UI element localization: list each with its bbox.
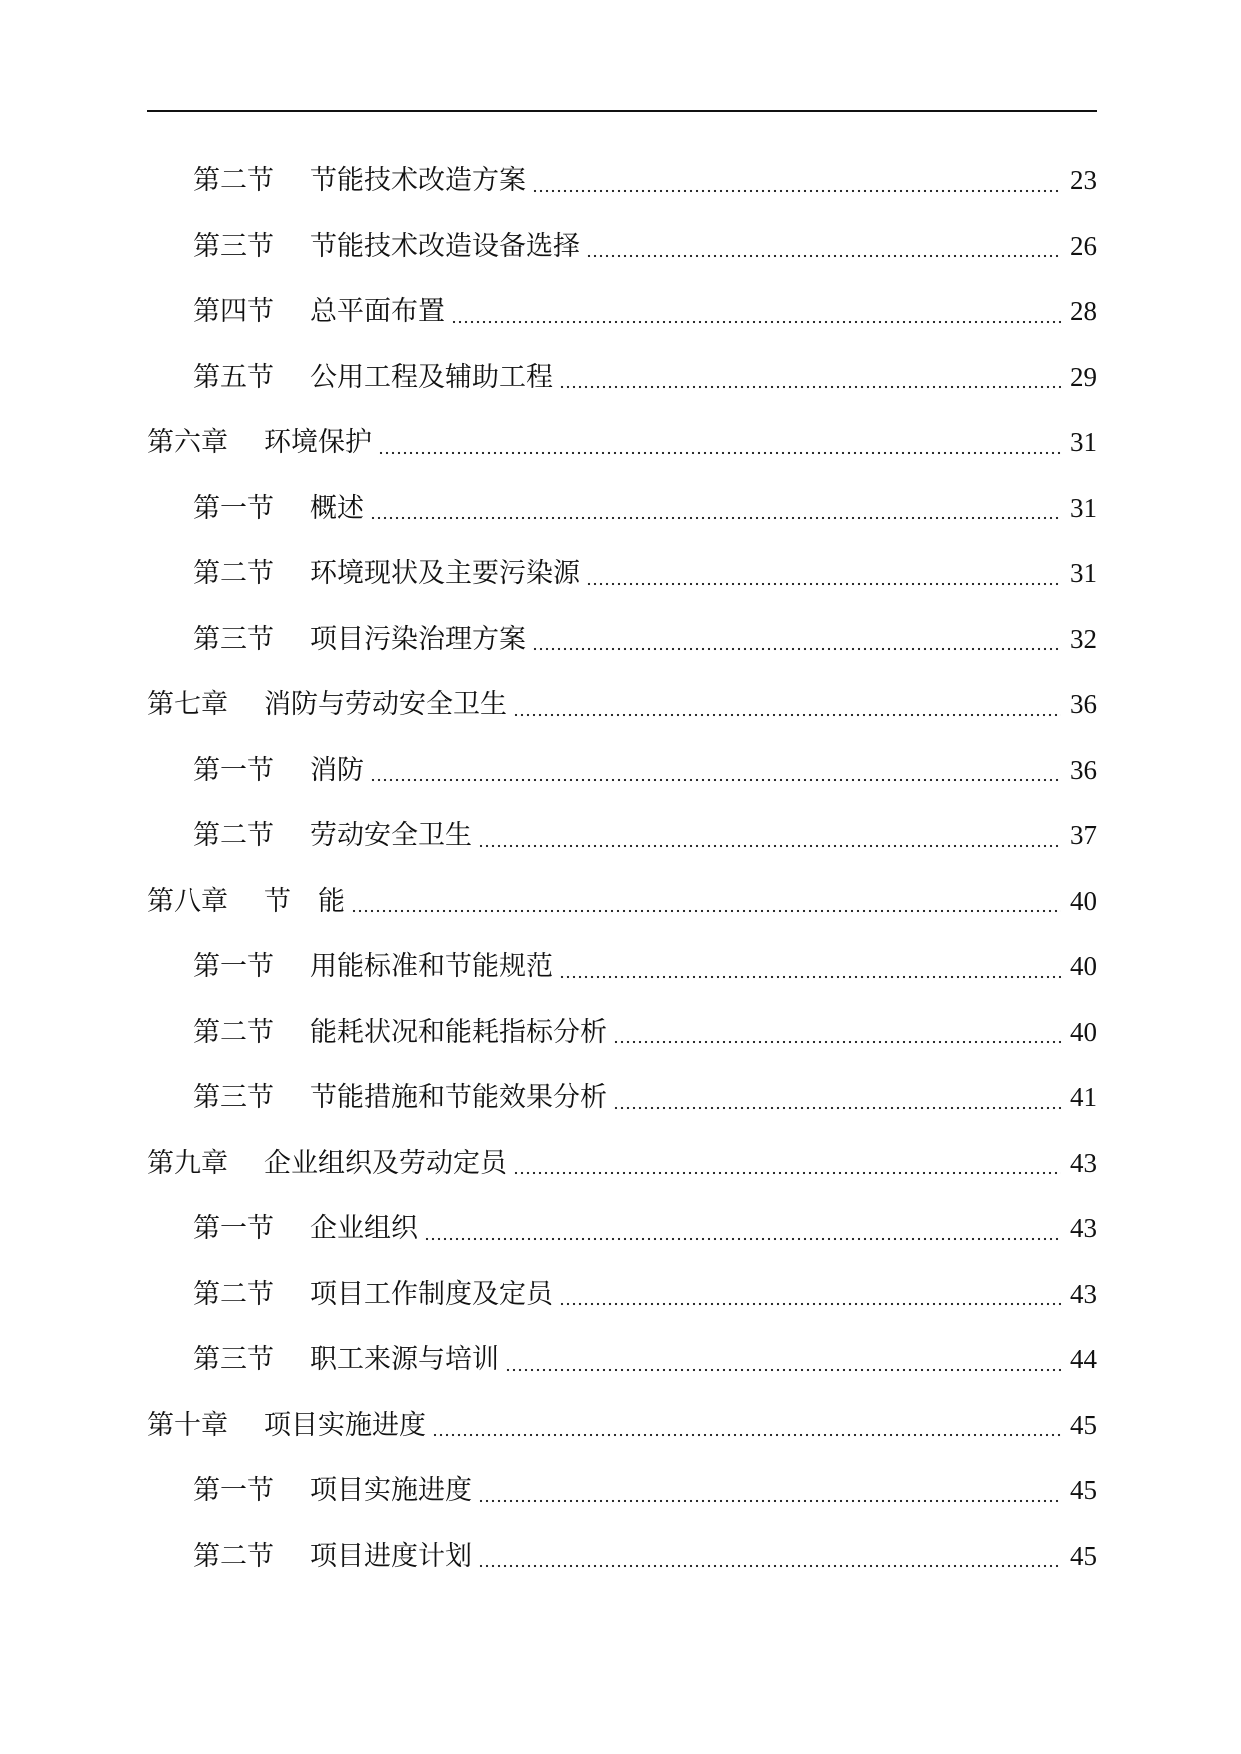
dot-leader bbox=[559, 369, 1061, 389]
toc-page-number: 43 bbox=[1070, 1213, 1097, 1244]
toc-page-number: 31 bbox=[1070, 492, 1097, 523]
toc-page-number: 40 bbox=[1070, 1016, 1097, 1047]
toc-page-number: 40 bbox=[1070, 885, 1097, 916]
toc-page-number: 43 bbox=[1070, 1278, 1097, 1309]
toc-entry-number: 第一节 bbox=[193, 1475, 274, 1507]
toc-section-entry[interactable] bbox=[0, 607, 1241, 673]
toc-entry-number: 第三节 bbox=[193, 1344, 274, 1376]
toc-entry-number: 第六章 bbox=[147, 427, 228, 459]
toc-entry-title: 节 能 bbox=[264, 885, 345, 917]
toc-section-entry[interactable] bbox=[0, 1065, 1241, 1131]
toc-entry-title: 企业组织 bbox=[310, 1213, 418, 1245]
toc-entry-number: 第二节 bbox=[193, 1278, 274, 1310]
toc-page-number: 26 bbox=[1070, 230, 1097, 261]
header-rule bbox=[147, 110, 1097, 112]
toc-section-entry[interactable] bbox=[0, 279, 1241, 345]
toc-chapter-entry[interactable] bbox=[0, 672, 1241, 738]
toc-page-number: 23 bbox=[1070, 165, 1097, 196]
dot-leader bbox=[532, 631, 1061, 651]
toc-entry-title: 消防与劳动安全卫生 bbox=[264, 689, 507, 721]
dot-leader bbox=[378, 435, 1061, 455]
toc-entry-number: 第二节 bbox=[193, 1540, 274, 1572]
toc-entry-title: 环境现状及主要污染源 bbox=[310, 558, 580, 590]
dot-leader bbox=[513, 1155, 1061, 1175]
toc-page-number: 40 bbox=[1070, 951, 1097, 982]
toc-page-number: 45 bbox=[1070, 1475, 1097, 1506]
toc-entry-number: 第十章 bbox=[147, 1409, 228, 1441]
toc-entry-number: 第八章 bbox=[147, 885, 228, 917]
toc-page-number: 29 bbox=[1070, 361, 1097, 392]
toc-page-number: 31 bbox=[1070, 427, 1097, 458]
dot-leader bbox=[586, 566, 1061, 586]
toc-section-entry[interactable] bbox=[0, 541, 1241, 607]
toc-entry-number: 第一节 bbox=[193, 492, 274, 524]
toc-page-number: 36 bbox=[1070, 754, 1097, 785]
dot-leader bbox=[370, 762, 1061, 782]
toc-page-number: 28 bbox=[1070, 296, 1097, 327]
toc-entry-number: 第二节 bbox=[193, 1016, 274, 1048]
toc-entry-title: 项目实施进度 bbox=[310, 1475, 472, 1507]
toc-entry-number: 第三节 bbox=[193, 230, 274, 262]
toc-entry-title: 环境保护 bbox=[264, 427, 372, 459]
toc-entry-title: 节能技术改造方案 bbox=[310, 165, 526, 197]
dot-leader bbox=[613, 1024, 1061, 1044]
toc-page-number: 36 bbox=[1070, 689, 1097, 720]
toc-entry-number: 第四节 bbox=[193, 296, 274, 328]
toc-entry-title: 职工来源与培训 bbox=[310, 1344, 499, 1376]
dot-leader bbox=[478, 1548, 1061, 1568]
toc-section-entry[interactable] bbox=[0, 803, 1241, 869]
toc-section-entry[interactable] bbox=[0, 148, 1241, 214]
toc-entry-title: 项目工作制度及定员 bbox=[310, 1278, 553, 1310]
dot-leader bbox=[370, 500, 1061, 520]
dot-leader bbox=[532, 173, 1061, 193]
toc-entry-title: 项目实施进度 bbox=[264, 1409, 426, 1441]
toc-entry-title: 企业组织及劳动定员 bbox=[264, 1147, 507, 1179]
dot-leader bbox=[478, 1483, 1061, 1503]
toc-entry-number: 第一节 bbox=[193, 1213, 274, 1245]
toc-section-entry[interactable] bbox=[0, 1524, 1241, 1590]
toc-entry-title: 消防 bbox=[310, 754, 364, 786]
toc-entry-title: 公用工程及辅助工程 bbox=[310, 361, 553, 393]
toc-section-entry[interactable] bbox=[0, 1262, 1241, 1328]
dot-leader bbox=[451, 304, 1061, 324]
toc-section-entry[interactable] bbox=[0, 1196, 1241, 1262]
toc-page-number: 44 bbox=[1070, 1344, 1097, 1375]
toc-chapter-entry[interactable] bbox=[0, 1393, 1241, 1459]
dot-leader bbox=[478, 828, 1061, 848]
toc-page-number: 43 bbox=[1070, 1147, 1097, 1178]
dot-leader bbox=[432, 1417, 1061, 1437]
toc-entry-number: 第九章 bbox=[147, 1147, 228, 1179]
toc-entry-title: 总平面布置 bbox=[310, 296, 445, 328]
toc-entry-number: 第三节 bbox=[193, 1082, 274, 1114]
dot-leader bbox=[559, 1286, 1061, 1306]
toc-section-entry[interactable] bbox=[0, 476, 1241, 542]
toc-entry-title: 节能技术改造设备选择 bbox=[310, 230, 580, 262]
dot-leader bbox=[613, 1090, 1061, 1110]
dot-leader bbox=[424, 1221, 1061, 1241]
toc-entry-number: 第五节 bbox=[193, 361, 274, 393]
dot-leader bbox=[505, 1352, 1061, 1372]
toc-entry-title: 用能标准和节能规范 bbox=[310, 951, 553, 983]
toc-entry-number: 第一节 bbox=[193, 754, 274, 786]
toc-entry-title: 节能措施和节能效果分析 bbox=[310, 1082, 607, 1114]
toc-section-entry[interactable] bbox=[0, 345, 1241, 411]
toc-page-number: 32 bbox=[1070, 623, 1097, 654]
toc-chapter-entry[interactable] bbox=[0, 1131, 1241, 1197]
toc-entry-title: 概述 bbox=[310, 492, 364, 524]
toc-entry-number: 第二节 bbox=[193, 820, 274, 852]
toc-entry-title: 项目进度计划 bbox=[310, 1540, 472, 1572]
toc-section-entry[interactable] bbox=[0, 1458, 1241, 1524]
toc-entry-title: 劳动安全卫生 bbox=[310, 820, 472, 852]
toc-section-entry[interactable] bbox=[0, 1000, 1241, 1066]
toc-section-entry[interactable] bbox=[0, 214, 1241, 280]
toc-entry-number: 第七章 bbox=[147, 689, 228, 721]
toc-page-number: 41 bbox=[1070, 1082, 1097, 1113]
toc-section-entry[interactable] bbox=[0, 934, 1241, 1000]
toc-chapter-entry[interactable] bbox=[0, 410, 1241, 476]
dot-leader bbox=[586, 238, 1061, 258]
toc-entry-number: 第一节 bbox=[193, 951, 274, 983]
toc-page-number: 45 bbox=[1070, 1409, 1097, 1440]
toc-section-entry[interactable] bbox=[0, 738, 1241, 804]
toc-page-number: 45 bbox=[1070, 1540, 1097, 1571]
toc-page-number: 31 bbox=[1070, 558, 1097, 589]
toc-entry-title: 项目污染治理方案 bbox=[310, 623, 526, 655]
toc-entry-title: 能耗状况和能耗指标分析 bbox=[310, 1016, 607, 1048]
dot-leader bbox=[513, 697, 1061, 717]
toc-entry-number: 第三节 bbox=[193, 623, 274, 655]
dot-leader bbox=[559, 959, 1061, 979]
toc-entry-number: 第二节 bbox=[193, 558, 274, 590]
toc-page-number: 37 bbox=[1070, 820, 1097, 851]
dot-leader bbox=[351, 893, 1061, 913]
toc-chapter-entry[interactable] bbox=[0, 869, 1241, 935]
toc-section-entry[interactable] bbox=[0, 1327, 1241, 1393]
table-of-contents bbox=[0, 148, 1241, 1589]
toc-entry-number: 第二节 bbox=[193, 165, 274, 197]
